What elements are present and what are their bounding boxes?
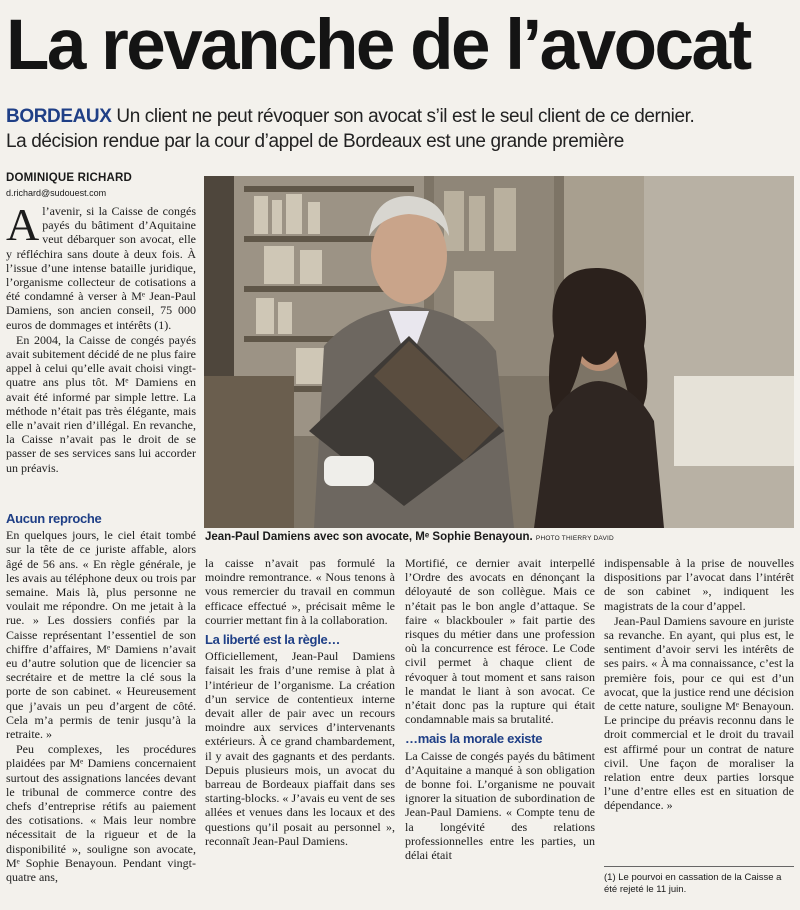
column-2 <box>205 556 395 849</box>
article-photo <box>204 176 794 528</box>
lead-paragraph <box>6 199 196 332</box>
paragraph: Peu complexes, les procédures plaidées par Mᵉ Damiens concernaient surtout des assignations lancées devant le tribunal de commerce contre des chefs d’entreprise rétifs au paiement des cotisations. « Mais leur nombre nécessitait de la rigueur et de la disponibilité », souligne son avocate, Mᵉ Sophie Benayoun. Pendant vingt-quatre ans, <box>6 742 196 885</box>
photo-caption <box>205 531 795 543</box>
column-3 <box>405 556 595 863</box>
caption-text: Jean-Paul Damiens avec son avocate, Mᵉ Sophie Benayoun. <box>205 531 533 543</box>
paragraph: la caisse n’avait pas formulé la moindre remontrance. « Nous tenons à vous remercier du travail en commun efficace effectué », précisait même le courrier mettant fin à la collaboration. <box>205 556 395 627</box>
paragraph: Officiellement, Jean-Paul Damiens faisait les frais d’une remise à plat à l’intérieur de l’organisme. La création d’un service de contentieux interne devait aller de pair avec un recours moindre aux services d’intervenants extérieurs. À ce grand chambardement, il y avait des gagnants et des perdants. Depuis plusieurs mois, un avocat du barreau de Bordeaux piaffait dans ses starting-blocks. « J’avais eu vent de ses allées et venues dans les locaux et des questions qu’il posait au personnel », reconnaît Jean-Paul Damiens. <box>205 649 395 848</box>
column-4 <box>604 556 794 814</box>
paragraph: Jean-Paul Damiens savoure en juriste sa revanche. En ayant, qui plus est, le sentiment d’avoir servi les intérêts de ses pairs. « À ma connaissance, c’est la première fois, pour ce qui est d’un avocat, que la justice rend une décision de cette nature, souligne Mᵉ Benayoun. Le principe du préavis reconnu dans le droit commercial et le droit du travail est affirmé pour un contrat de nature civil. Une façon de moraliser la relation entre deux parties lorsque l’une d’entre elles est en situation de dépendance. » <box>604 613 794 813</box>
paragraph: En 2004, la Caisse de congés payés avait subitement décidé de ne plus faire appel à celui qu’elle avait choisi vingt-quatre ans plus tôt. Mᵉ Damiens en avait été informé par simple lettre. La méthode n’était pas très élégante, mais elle n’avait rien d’illégal. En revanche, la Caisse n’avait pas le droit de se passer de ses services sans lui accorder un préavis. <box>6 332 196 475</box>
paragraph: Mortifié, ce dernier avait interpellé l’Ordre des avocats en dénonçant la déloyauté de son collègue. Mais ce n’était pas le bon angle d’attaque. Se faire « blackbouler » fait partie des risques du métier dans une profession où la concurrence est féroce. Le Code civil permet à chaque client de révoquer à tout moment et sans raison le mandat le liant à son avocat. Ce n’était donc pas la rupture qui était condamnable mais sa brutalité. <box>405 556 595 727</box>
subhead-line-1: Un client ne peut révoquer son avocat s’il est le seul client de ce dernier. <box>116 106 695 127</box>
photo-illustration <box>204 176 794 528</box>
paragraph: indispensable à la prise de nouvelles dispositions par l’avocat dans l’intérêt de son cabinet », indiquent les magistrats de la cour d’appel. <box>604 556 794 613</box>
subhead-line-2: La décision rendue par la cour d’appel de Bordeaux est une grande première <box>6 131 624 152</box>
footnote-divider <box>604 866 794 867</box>
section-heading-la-morale: …mais la morale existe <box>405 731 543 747</box>
column-1-top <box>6 199 196 476</box>
paragraph: En quelques jours, le ciel était tombé sur la tête de ce juriste affable, alors âgé de 56 ans. « En règle générale, je les avais au téléphone deux ou trois par semaine. Mais là, plus personne ne voulait me répondre. On me jetait à la rue. » Les dossiers confiés par la Caisse représentant l’essentiel de son chiffre d’affaires, Mᵉ Damiens n’avait eu d’autre solution que de licencier sa secrétaire et de mettre la clé sous la porte de son cabinet. « Heureusement que j’avais un peu d’argent de côté. Cela m’a permis de tenir jusqu’à la retraite. » <box>6 528 196 742</box>
lead-text: l’avenir, si la Caisse de congés payés du bâtiment d’Aquitaine veut débarquer son avocat, elle y réfléchira sans doute à deux fois. À l’issue d’une intense bataille juridique, l’organisme collecteur de cotisations a été condamné à verser à Mᵉ Jean-Paul Damiens, son ancien conseil, 75 000 euros de dommages et intérêts (1). <box>6 204 196 332</box>
paragraph: La Caisse de congés payés du bâtiment d’Aquitaine a manqué à son obligation de bonne foi. L’organisme ne pouvait ignorer la situation de subordination de Jean-Paul Damiens. « Compte tenu de la longévité des relations professionnelles entre les parties, un délai était <box>405 748 595 863</box>
column-1-bottom <box>6 512 196 885</box>
author-email: d.richard@sudouest.com <box>6 188 107 198</box>
footnote: (1) Le pourvoi en cassation de la Caisse a été rejeté le 11 juin. <box>604 872 782 895</box>
subheadline <box>6 104 796 154</box>
section-heading-la-liberte: La liberté est la règle… <box>205 632 341 648</box>
section-heading-aucun-reproche: Aucun reproche <box>6 511 102 526</box>
byline: DOMINIQUE RICHARD <box>6 172 133 184</box>
photo-credit: PHOTO THIERRY DAVID <box>535 535 614 542</box>
drop-cap: A <box>6 199 40 250</box>
headline: La revanche de l’avocat <box>6 6 750 85</box>
location-tag: BORDEAUX <box>6 106 112 127</box>
